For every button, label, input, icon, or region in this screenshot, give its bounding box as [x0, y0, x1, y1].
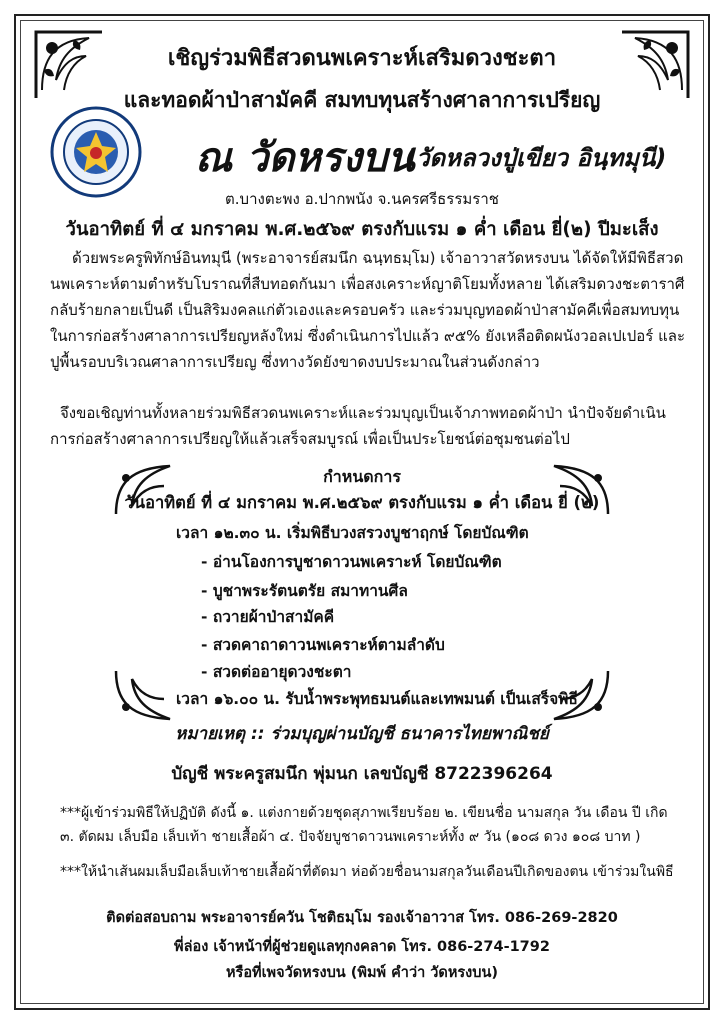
title-line-1: เชิญร่วมพิธีสวดนพเคราะห์เสริมดวงชะตา	[167, 46, 557, 71]
contact-line-2: พี่ล่อง เจ้าหน้าที่ผู้ช่วยดูแลทุกงคลาด โทร. 086-274-1792	[174, 939, 550, 955]
temple-seal-icon	[50, 106, 142, 198]
instructions-1: ***ผู้เข้าร่วมพิธีให้ปฏิบัติ ดังนี้ ๑. แต่งกายด้วยชุดสุภาพเรียบร้อย ๒. เขียนชื่อ นามสกุล วัน เดือน ปี เกิด ๓. ตัดผม เล็บมือ เล็บเท้า ชายเสื้อผ้า ๔. ปัจจัยบูชาดาวนพเคราะห์ทั้ง ๙ วัน (๑๐๘ ดวง ๑๐๘ บาท )	[60, 805, 668, 845]
temple-address: ต.บางตะพง อ.ปากพนัง จ.นครศรีธรรมราช	[225, 190, 499, 208]
schedule-item: - บูชาพระรัตนตรัย สมาทานศีล	[201, 582, 408, 600]
instructions-2: ***ให้นำเส้นผมเล็บมือเล็บเท้าชายเสื้อผ้าที่ตัดมา ห่อด้วยชื่อนามสกุลวันเดือนปีเกิดของตน เข้าร่วมในพิธี	[60, 864, 674, 880]
schedule-item: - อ่านโองการบูชาดาวนพเคราะห์ โดยบัณฑิต	[201, 553, 502, 571]
body-paragraph-2: จึงขอเชิญท่านทั้งหลายร่วมพิธีสวดนพเคราะห์และร่วมบุญเป็นเจ้าภาพทอดผ้าป่า นำปัจจัยดำเนินการก่อสร้างศาลาการเปรียญให้แล้วเสร็จสมบูรณ์ เพื่อเป็นประโยชน์ต่อชุมชนต่อไป	[50, 404, 666, 448]
body-paragraph-1: ด้วยพระครูพิทักษ์อินทมุนี (พระอาจารย์สมนึก ฉนฺทธมฺโม) เจ้าอาวาสวัดหรงบน ได้จัดให้มีพิธีสวดนพเคราะห์ตามตำหรับโบราณที่สืบทอดกันมา เพื่อสงเคราะห์ญาติโยมทั้งหลาย ได้เสริมดวงชะตาราศีกลับร้ายกลายเป็นดี เป็นสิริมงคลแก่ตัวเองและครอบครัว และร่วมบุญทอดผ้าป่าสามัคคีเพื่อสมทบทุนในการก่อสร้างศาลาการเปรียญหลังใหม่ ซึ่งดำเนินการไปแล้ว ๙๕% ยังเหลือติดผนังวอลเปเปอร์ และปูพื้นรอบบริเวณศาลาการเปรียญ ซึ่งทางวัดยังขาดงบประมาณในส่วนดังกล่าว	[50, 249, 686, 371]
contact-line-3: หรือที่เพจวัดหรงบน (พิมพ์ คำว่า วัดหรงบน)	[225, 965, 499, 981]
bank-account: บัญชี พระครูสมนึก พุ่มนก เลขบัญชี 8722396264	[171, 764, 553, 784]
schedule-end: เวลา ๑๖.๐๐ น. รับน้ำพระพุทธมนต์และเทพมนต์ เป็นเสร็จพิธี	[176, 690, 578, 708]
schedule-item: - สวดคาถาดาวนพเคราะห์ตามลำดับ	[201, 636, 445, 654]
scroll-ornament-icon	[112, 667, 174, 723]
title-line-2: และทอดผ้าป่าสามัคคี สมทบทุนสร้างศาลาการเปรียญ	[123, 88, 601, 112]
schedule-date: วันอาทิตย์ ที่ ๔ มกราคม พ.ศ.๒๕๖๙ ตรงกับแรม ๑ ค่ำ เดือน ยี่ (๒)	[124, 493, 600, 512]
schedule-item: - สวดต่ออายุดวงชะตา	[201, 663, 352, 681]
schedule-item: - ถวายผ้าป่าสามัคคี	[201, 608, 335, 626]
schedule-heading: กำหนดการ	[323, 467, 401, 486]
donation-note: หมายเหตุ :: ร่วมบุญผ่านบัญชี ธนาคารไทยพาณิชย์	[175, 724, 549, 744]
schedule-start: เวลา ๑๒.๓๐ น. เริ่มพิธีบวงสรวงบูชาฤกษ์ โดยบัณฑิต	[176, 524, 529, 542]
event-date: วันอาทิตย์ ที่ ๔ มกราคม พ.ศ.๒๕๖๙ ตรงกับแรม ๑ ค่ำ เดือน ยี่(๒) ปีมะเส็ง	[65, 219, 659, 240]
contact-line-1: ติดต่อสอบถาม พระอาจารย์ควัน โชติธมฺโม รองเจ้าอาวาส โทร. 086-269-2820	[106, 910, 618, 926]
temple-name: ณ วัดหรงบน	[195, 135, 415, 181]
temple-subtitle: (วัดหลวงปู่เขียว อินฺทมุนี)	[405, 144, 667, 172]
